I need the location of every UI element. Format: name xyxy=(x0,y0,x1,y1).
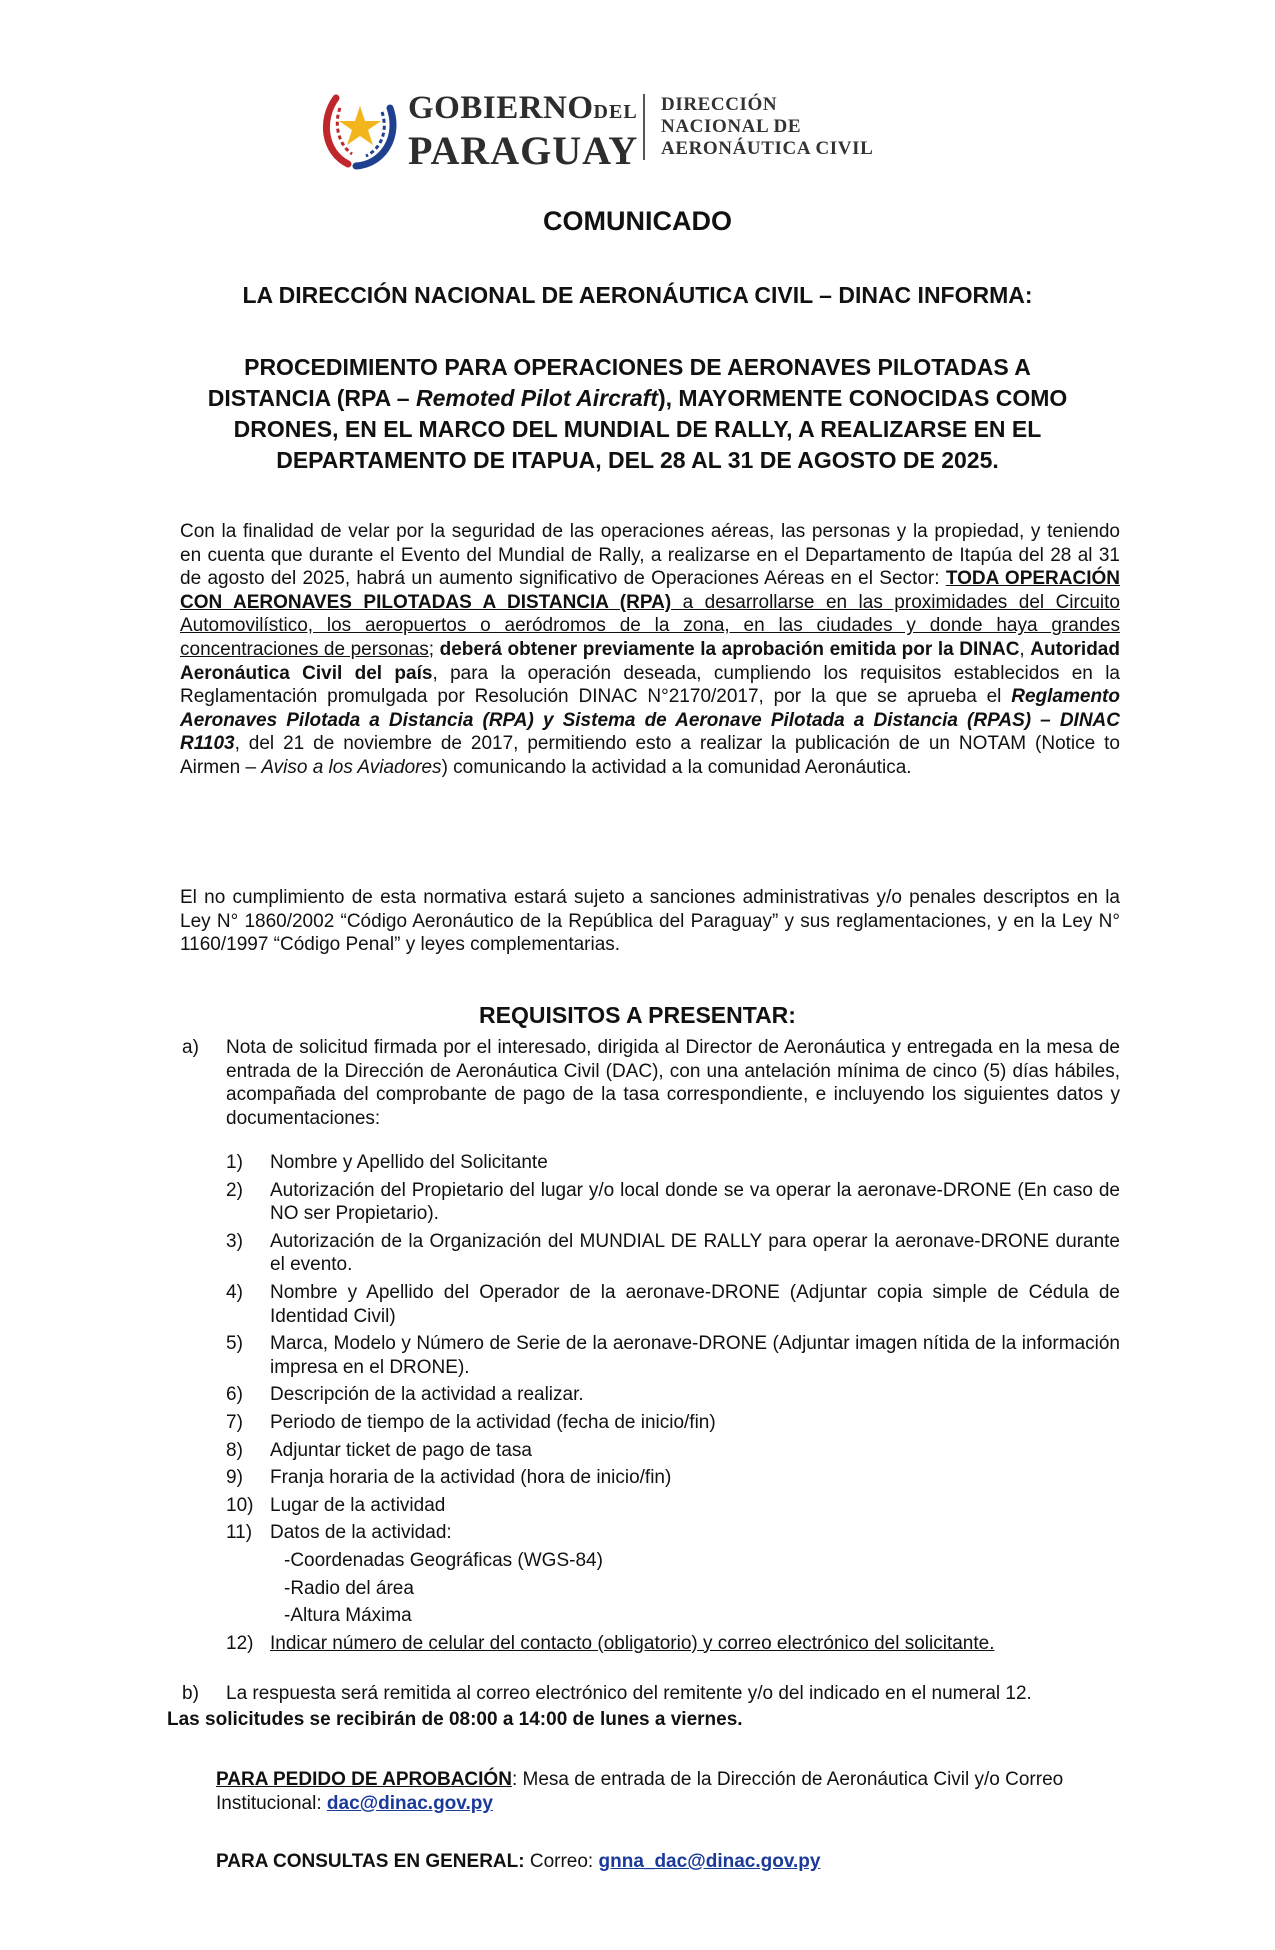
p1-after: , del 21 de noviembre de 2017, permitiendo esto a realizar la publicación de un NOTAM (Notice to Airmen – xyxy=(180,733,1120,778)
p1-underline-normal: a desarrollarse en las proximidades del Circuito Automovilístico, los aeropuertos o aeródromos de la zona, en las ciudades y donde haya grandes concentraciones de personas xyxy=(180,591,1120,660)
item-number: 3) xyxy=(226,1230,243,1252)
government-wordmark xyxy=(408,90,638,172)
government-seal-icon xyxy=(318,86,402,170)
list-item xyxy=(226,1230,1120,1277)
p1-comma1: , xyxy=(1019,638,1031,660)
approval-label: PARA PEDIDO DE APROBACIÓN xyxy=(216,1769,512,1790)
p1-bold1: deberá obtener previamente la aprobación emitida por la DINAC xyxy=(439,638,1020,660)
reception-schedule: Las solicitudes se recibirán de 08:00 a 14:00 de lunes a viernes. xyxy=(167,1709,743,1730)
item-text: Datos de la actividad: xyxy=(270,1522,452,1544)
general-text: Correo: xyxy=(524,1851,599,1872)
p1-middle: , para la operación deseada, cumpliendo los requisitos establecidos en la Reglamentación promulgada por Resolución DINAC N°2170/2017, por la que se aprueba el xyxy=(180,662,1120,708)
item-text: Descripción de la actividad a realizar. xyxy=(270,1384,584,1406)
letterhead xyxy=(318,86,938,176)
general-label: PARA CONSULTAS EN GENERAL: xyxy=(216,1851,525,1872)
item-text: Adjuntar ticket de pago de tasa xyxy=(270,1439,532,1461)
agency-name xyxy=(661,94,873,160)
paragraph-main xyxy=(180,520,1120,780)
procedure-part1: PROCEDIMIENTO PARA OPERACIONES DE AERONAVES PILOTADAS A DISTANCIA (RPA – xyxy=(207,354,1031,411)
gov-line2: PARAGUAY xyxy=(408,128,639,173)
item-number: 4) xyxy=(226,1281,243,1303)
item-number: 7) xyxy=(226,1411,243,1433)
requirement-b-text: La respuesta será remitida al correo electrónico del remitente y/o del indicado en el numeral 12. xyxy=(226,1683,1032,1704)
list-item xyxy=(226,1151,1120,1175)
approval-email-link[interactable]: dac@dinac.gov.py xyxy=(326,1793,493,1814)
requirement-a-text: Nota de solicitud firmada por el interesado, dirigida al Director de Aeronáutica y entregada en la mesa de entrada de la Dirección de Aeronáutica Civil (DAC), con una antelación mínima de cinco (5) días hábiles, acompañada del comprobante de pago de la tasa correspondiente, e incluyendo los siguientes datos y documentaciones: xyxy=(226,1037,1120,1129)
activity-data-item: -Altura Máxima xyxy=(284,1605,412,1627)
item-text: Nombre y Apellido del Operador de la aeronave-DRONE (Adjuntar copia simple de Cédula de Identidad Civil) xyxy=(270,1281,1120,1327)
gov-line1: GOBIERNO xyxy=(408,90,594,126)
general-email-link[interactable]: gnna_dac@dinac.gov.py xyxy=(598,1851,821,1872)
requirement-a-marker: a) xyxy=(182,1037,199,1058)
p1-semicolon: ; xyxy=(428,638,440,660)
item-number: 12) xyxy=(226,1632,254,1654)
list-item xyxy=(226,1383,1120,1407)
item-text: Nombre y Apellido del Solicitante xyxy=(270,1152,548,1173)
item-text: Franja horaria de la actividad (hora de inicio/fin) xyxy=(270,1467,672,1489)
item-number: 5) xyxy=(226,1333,243,1355)
agency-line3: AERONÁUTICA CIVIL xyxy=(661,138,874,159)
item-number: 11) xyxy=(226,1522,253,1544)
item-number: 6) xyxy=(226,1384,243,1406)
p1-bold2: Autoridad Aeronáutica Civil del país xyxy=(180,638,1120,684)
approval-text: : Mesa de entrada de la Dirección de Aeronáutica Civil y/o Correo Institucional: xyxy=(216,1769,1064,1814)
p1-intro: Con la finalidad de velar por la seguridad de las operaciones aéreas, las personas y la propiedad, y teniendo en cuenta que durante el Evento del Mundial de Rally, a realizarse en el Departamento de Itapúa del 28 al 31 de agosto del 2025, habrá un aumento significativo de Operaciones Aéreas en el Sector: xyxy=(180,521,1120,590)
list-item xyxy=(226,1411,1120,1435)
list-item xyxy=(226,1332,1120,1379)
activity-data-item: -Coordenadas Geográficas (WGS-84) xyxy=(284,1549,603,1571)
list-item xyxy=(226,1632,1120,1656)
list-item xyxy=(226,1466,1120,1490)
agency-line1: DIRECCIÓN xyxy=(661,94,778,115)
requirement-items-list xyxy=(226,1151,1120,1659)
item-text: Marca, Modelo y Número de Serie de la aeronave-DRONE (Adjuntar imagen nítida de la información impresa en el DRONE). xyxy=(270,1333,1120,1378)
item-number: 10) xyxy=(226,1494,254,1516)
list-item xyxy=(226,1521,1120,1627)
item-number: 1) xyxy=(226,1152,243,1173)
p1-underline-bold: TODA OPERACIÓN CON AERONAVES PILOTADAS A DISTANCIA (RPA) xyxy=(180,568,1120,613)
item-number: 2) xyxy=(226,1179,243,1201)
document-subtitle: LA DIRECCIÓN NACIONAL DE AERONÁUTICA CIVIL – DINAC INFORMA: xyxy=(242,282,1033,308)
item-text: Periodo de tiempo de la actividad (fecha de inicio/fin) xyxy=(270,1411,716,1433)
approval-contact xyxy=(216,1768,1116,1816)
gov-del: DEL xyxy=(593,101,638,123)
general-contact xyxy=(216,1850,1116,1874)
p1-italic: Aviso a los Aviadores xyxy=(261,756,442,778)
list-item xyxy=(226,1494,1120,1518)
procedure-part2: ), MAYORMENTE CONOCIDAS COMO DRONES, EN EL MARCO DEL MUNDIAL DE RALLY, A REALIZARSE EN EL DEPARTAMENTO DE ITAPUA, DEL 28 AL 31 DE AGOSTO DE 2025. xyxy=(233,385,1068,473)
document-title: COMUNICADO xyxy=(543,206,732,236)
item-text: Lugar de la actividad xyxy=(270,1494,446,1516)
procedure-italic: Remoted Pilot Aircraft xyxy=(415,385,658,411)
item-text: Indicar número de celular del contacto (obligatorio) y correo electrónico del solicitante. xyxy=(270,1632,995,1654)
paragraph-sanctions: El no cumplimiento de esta normativa estará sujeto a sanciones administrativas y/o penales descriptos en la Ley N° 1860/2002 “Código Aeronáutico de la República del Paraguay” y sus reglamentaciones, y en la Ley N° 1160/1997 “Código Penal” y leyes complementarias. xyxy=(180,887,1120,956)
procedure-heading xyxy=(180,352,1095,476)
agency-line2: NACIONAL DE xyxy=(661,116,802,137)
activity-data-item: -Radio del área xyxy=(284,1577,414,1599)
list-item xyxy=(226,1281,1120,1328)
activity-data-sublist xyxy=(270,1549,1120,1628)
letterhead-divider xyxy=(643,94,645,160)
requirements-heading: REQUISITOS A PRESENTAR: xyxy=(479,1002,796,1028)
p1-bold-italic: Reglamento Aeronaves Pilotada a Distancia (RPA) y Sistema de Aeronave Pilotada a Distancia (RPAS) – DINAC R1103 xyxy=(180,686,1120,755)
item-number: 8) xyxy=(226,1439,243,1461)
item-number: 9) xyxy=(226,1467,243,1489)
item-text: Autorización de la Organización del MUNDIAL DE RALLY para operar la aeronave-DRONE durante el evento. xyxy=(270,1230,1120,1276)
item-text: Autorización del Propietario del lugar y/o local donde se va operar la aeronave-DRONE (En caso de NO ser Propietario). xyxy=(270,1179,1120,1225)
requirement-b-marker: b) xyxy=(182,1683,199,1704)
list-item xyxy=(226,1439,1120,1463)
list-item xyxy=(226,1179,1120,1226)
p1-end: ) comunicando la actividad a la comunidad Aeronáutica. xyxy=(441,756,912,778)
